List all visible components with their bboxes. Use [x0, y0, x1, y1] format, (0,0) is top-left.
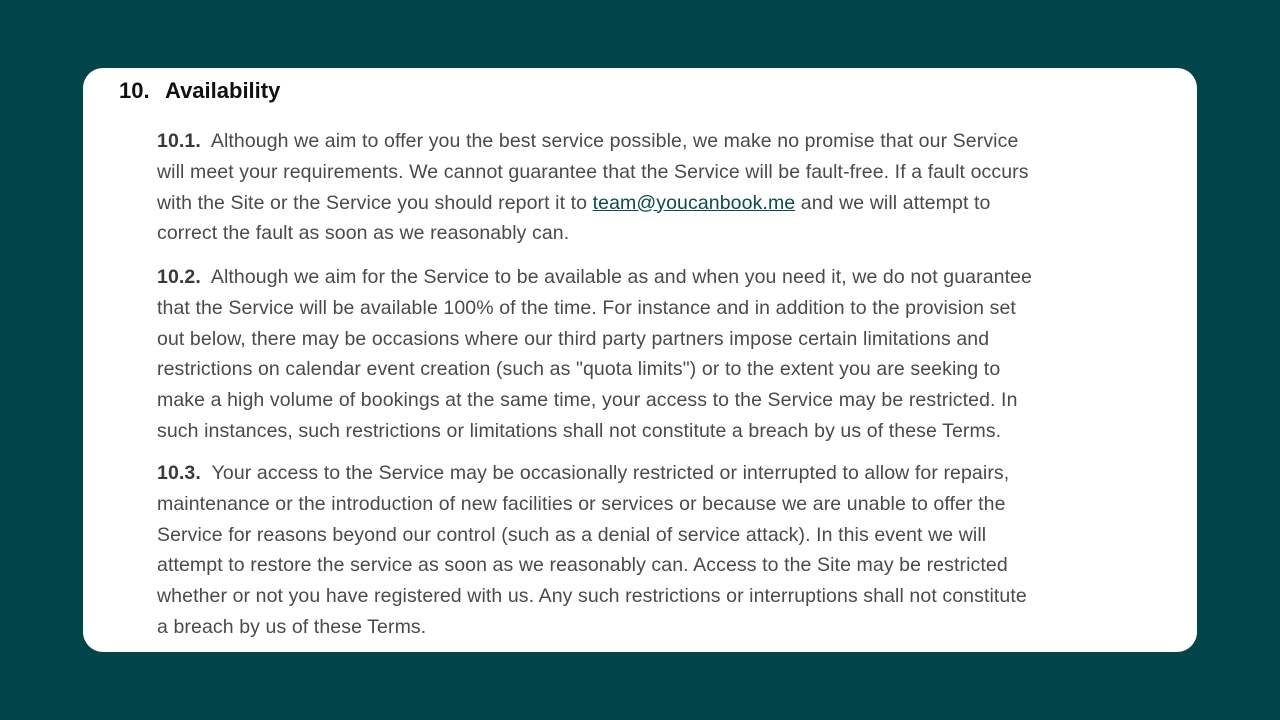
section-title: Availability [165, 78, 281, 103]
clause-text: maintenance or the introduction of new facilities or services or because we are unable to offer the [157, 492, 1006, 515]
clause-text: make a high volume of bookings at the same time, your access to the Service may be restricted. In [157, 389, 1018, 412]
clause-text: whether or not you have registered with us. Any such restrictions or interruptions shall not constitute [157, 585, 1027, 608]
terms-card [83, 68, 1197, 652]
clause-text: will meet your requirements. We cannot guarantee that the Service will be fault-free. If a fault occurs [157, 160, 1029, 183]
clause-number: 10.1. [157, 130, 201, 152]
clause-text: such instances, such restrictions or limitations shall not constitute a breach by us of these Terms. [157, 419, 1002, 442]
clause-number: 10.3. [157, 462, 201, 484]
clause-text: a breach by us of these Terms. [157, 615, 427, 638]
clause-text: Service for reasons beyond our control (such as a denial of service attack). In this event we will [157, 523, 987, 546]
section-number: 10. [119, 78, 150, 103]
clause-text: with the Site or the Service you should report it to [157, 191, 593, 214]
clause-text: correct the fault as soon as we reasonably can. [157, 222, 570, 245]
clause-text: restrictions on calendar event creation (such as "quota limits") or to the extent you are seeking to [157, 358, 1001, 381]
clause-text: attempt to restore the service as soon as we reasonably can. Access to the Site may be restricted [157, 554, 1008, 577]
clause-text: Although we aim for the Service to be available as and when you need it, we do not guarantee [210, 266, 1032, 288]
clause-text: Your access to the Service may be occasionally restricted or interrupted to allow for repairs, [211, 462, 1010, 484]
clause-10-2 [157, 262, 1032, 447]
clause-text: that the Service will be available 100% of the time. For instance and in addition to the provision set [157, 296, 1016, 319]
support-email-link[interactable]: team@youcanbook.me [592, 191, 796, 214]
clause-number: 10.2. [157, 266, 201, 288]
clause-text: and we will attempt to [795, 191, 991, 214]
clause-text: Although we aim to offer you the best service possible, we make no promise that our Service [210, 130, 1019, 152]
clause-10-1 [157, 126, 1029, 249]
section-heading [119, 78, 280, 104]
clause-text: out below, there may be occasions where our third party partners impose certain limitations and [157, 327, 990, 350]
clause-10-3 [157, 458, 1027, 643]
